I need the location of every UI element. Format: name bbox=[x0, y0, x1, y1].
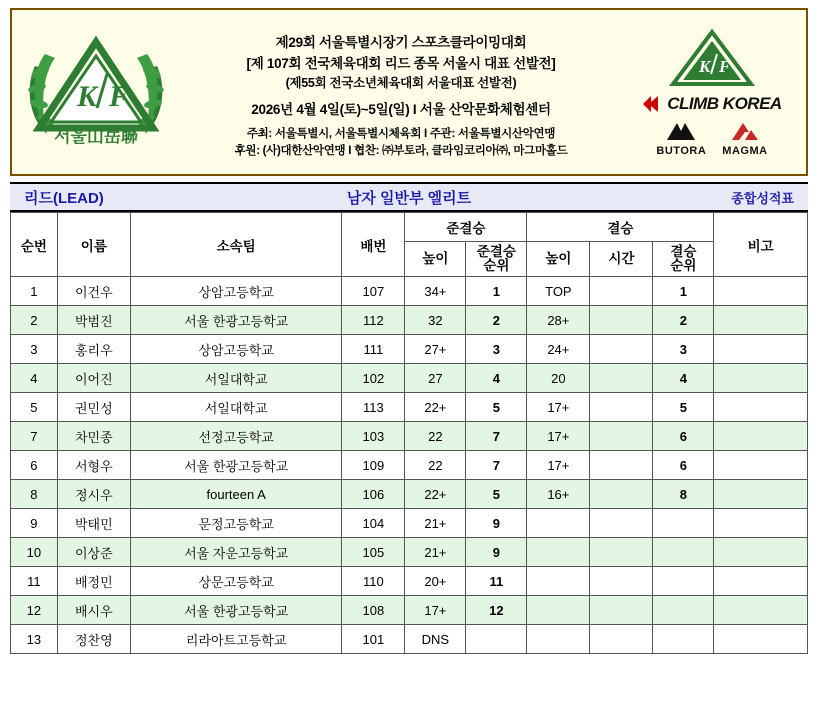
cell-final-height bbox=[527, 625, 590, 654]
cell-semifinal-height: 27 bbox=[405, 364, 466, 393]
cell-bib: 101 bbox=[342, 625, 405, 654]
cell-final-rank bbox=[653, 567, 714, 596]
event-title-line-1: 제29회 서울특별시장기 스포츠클라이밍대회 bbox=[275, 34, 527, 50]
header-no: 순번 bbox=[11, 213, 58, 277]
cell-final-height: 16+ bbox=[527, 480, 590, 509]
cell-bib: 111 bbox=[342, 335, 405, 364]
cell-semifinal-rank: 11 bbox=[466, 567, 527, 596]
butora-label: BUTORA bbox=[656, 144, 707, 157]
cell-semifinal-rank: 2 bbox=[466, 306, 527, 335]
cell-no: 8 bbox=[11, 480, 58, 509]
cell-bib: 110 bbox=[342, 567, 405, 596]
cell-final-height: 20 bbox=[527, 364, 590, 393]
magma-mark-icon bbox=[728, 120, 762, 144]
cell-no: 13 bbox=[11, 625, 58, 654]
cell-name: 홍리우 bbox=[57, 335, 130, 364]
cell-semifinal-rank: 5 bbox=[466, 480, 527, 509]
event-banner bbox=[10, 8, 808, 176]
table-body bbox=[11, 277, 808, 654]
cell-final-rank: 2 bbox=[653, 306, 714, 335]
cell-semifinal-rank: 9 bbox=[466, 538, 527, 567]
cell-semifinal-rank bbox=[466, 625, 527, 654]
butora-logo bbox=[656, 120, 706, 157]
cell-no: 12 bbox=[11, 596, 58, 625]
cell-semifinal-height: 22 bbox=[405, 451, 466, 480]
cell-final-rank bbox=[653, 538, 714, 567]
svg-text:K: K bbox=[77, 80, 98, 113]
cell-semifinal-rank: 3 bbox=[466, 335, 527, 364]
cell-final-rank: 4 bbox=[653, 364, 714, 393]
cell-no: 3 bbox=[11, 335, 58, 364]
cell-semifinal-height: 21+ bbox=[405, 538, 466, 567]
magma-label: MAGMA bbox=[722, 144, 768, 157]
cell-note bbox=[714, 625, 808, 654]
header-name: 이름 bbox=[57, 213, 130, 277]
cell-semifinal-rank: 9 bbox=[466, 509, 527, 538]
federation-logo-icon bbox=[669, 28, 755, 90]
cell-bib: 112 bbox=[342, 306, 405, 335]
cell-note bbox=[714, 364, 808, 393]
category-label: 남자 일반부 엘리트 bbox=[346, 189, 472, 207]
discipline-label: 리드(LEAD) bbox=[24, 189, 104, 207]
cell-final-height: 17+ bbox=[527, 393, 590, 422]
cell-team: 서울 한광고등학교 bbox=[130, 306, 341, 335]
cell-final-height: 24+ bbox=[527, 335, 590, 364]
cell-semifinal-rank: 12 bbox=[466, 596, 527, 625]
cell-name: 권민성 bbox=[57, 393, 130, 422]
climb-korea-logo bbox=[642, 94, 781, 114]
climb-korea-mark-icon bbox=[642, 94, 662, 114]
table-row bbox=[11, 567, 808, 596]
cell-semifinal-height: 22 bbox=[405, 422, 466, 451]
table-row bbox=[11, 451, 808, 480]
table-row bbox=[11, 335, 808, 364]
table-row bbox=[11, 422, 808, 451]
cell-bib: 106 bbox=[342, 480, 405, 509]
cell-final-time bbox=[590, 277, 653, 306]
cell-final-height bbox=[527, 567, 590, 596]
svg-text:K: K bbox=[699, 56, 711, 76]
cell-no: 4 bbox=[11, 364, 58, 393]
svg-text:F: F bbox=[109, 80, 130, 113]
cell-final-rank: 8 bbox=[653, 480, 714, 509]
cell-team: 서일대학교 bbox=[130, 364, 341, 393]
cell-bib: 108 bbox=[342, 596, 405, 625]
event-sponsor-line: 후원: (사)대한산악연맹 I 협찬: ㈜부토라, 클라임코리아㈜, 마그마홀드 bbox=[234, 144, 568, 157]
cell-semifinal-height: 34+ bbox=[405, 277, 466, 306]
cell-team: 문정고등학교 bbox=[130, 509, 341, 538]
cell-no: 6 bbox=[11, 451, 58, 480]
banner-text-block bbox=[180, 10, 622, 174]
cell-semifinal-height: 21+ bbox=[405, 509, 466, 538]
cell-note bbox=[714, 509, 808, 538]
cell-semifinal-height: 27+ bbox=[405, 335, 466, 364]
cell-bib: 109 bbox=[342, 451, 405, 480]
cell-name: 이상준 bbox=[57, 538, 130, 567]
event-date-venue: 2026년 4월 4일(토)~5일(일) I 서울 산악문화체험센터 bbox=[251, 101, 551, 117]
cell-final-rank: 1 bbox=[653, 277, 714, 306]
cell-final-time bbox=[590, 393, 653, 422]
cell-bib: 102 bbox=[342, 364, 405, 393]
header-final-height: 높이 bbox=[527, 242, 590, 277]
cell-final-rank: 5 bbox=[653, 393, 714, 422]
cell-final-rank bbox=[653, 509, 714, 538]
cell-semifinal-rank: 4 bbox=[466, 364, 527, 393]
cell-semifinal-height: 22+ bbox=[405, 393, 466, 422]
cell-no: 11 bbox=[11, 567, 58, 596]
cell-name: 이어진 bbox=[57, 364, 130, 393]
cell-final-height bbox=[527, 596, 590, 625]
cell-semifinal-height: DNS bbox=[405, 625, 466, 654]
table-row bbox=[11, 393, 808, 422]
table-row bbox=[11, 625, 808, 654]
svg-text:서울山岳聯: 서울山岳聯 bbox=[54, 127, 138, 146]
cell-note bbox=[714, 306, 808, 335]
cell-name: 배시우 bbox=[57, 596, 130, 625]
cell-note bbox=[714, 451, 808, 480]
table-header bbox=[11, 213, 808, 277]
cell-bib: 105 bbox=[342, 538, 405, 567]
header-note: 비고 bbox=[714, 213, 808, 277]
cell-final-time bbox=[590, 480, 653, 509]
cell-final-time bbox=[590, 509, 653, 538]
cell-final-height: 28+ bbox=[527, 306, 590, 335]
cell-final-rank: 6 bbox=[653, 451, 714, 480]
cell-final-height bbox=[527, 538, 590, 567]
cell-note bbox=[714, 596, 808, 625]
butora-mark-icon bbox=[664, 120, 698, 144]
cell-note bbox=[714, 277, 808, 306]
table-row bbox=[11, 509, 808, 538]
cell-bib: 103 bbox=[342, 422, 405, 451]
cell-team: 서울 한광고등학교 bbox=[130, 596, 341, 625]
cell-name: 박범진 bbox=[57, 306, 130, 335]
cell-note bbox=[714, 480, 808, 509]
cell-name: 정찬영 bbox=[57, 625, 130, 654]
cell-final-height: 17+ bbox=[527, 422, 590, 451]
cell-final-time bbox=[590, 364, 653, 393]
cell-semifinal-height: 17+ bbox=[405, 596, 466, 625]
cell-final-height bbox=[527, 509, 590, 538]
cell-no: 1 bbox=[11, 277, 58, 306]
svg-text:F: F bbox=[719, 56, 731, 76]
cell-no: 9 bbox=[11, 509, 58, 538]
event-host-line: 주최: 서울특별시, 서울특별시체육회 I 주관: 서울특별시산악연맹 bbox=[246, 127, 556, 140]
seoul-alpine-federation-emblem-icon bbox=[21, 26, 171, 158]
cell-semifinal-height: 32 bbox=[405, 306, 466, 335]
event-title-line-2: [제 107회 전국체육대회 리드 종목 서울시 대표 선발전] bbox=[246, 55, 556, 71]
header-semifinal-group: 준결승 bbox=[405, 213, 527, 242]
cell-final-rank: 6 bbox=[653, 422, 714, 451]
cell-team: 선정고등학교 bbox=[130, 422, 341, 451]
cell-semifinal-rank: 7 bbox=[466, 422, 527, 451]
cell-semifinal-rank: 1 bbox=[466, 277, 527, 306]
event-title-line-3: (제55회 전국소년체육대회 서울대표 선발전) bbox=[285, 75, 517, 90]
cell-name: 배정민 bbox=[57, 567, 130, 596]
cell-name: 이건우 bbox=[57, 277, 130, 306]
cell-team: 서일대학교 bbox=[130, 393, 341, 422]
cell-team: fourteen A bbox=[130, 480, 341, 509]
header-final-rank: 결승 순위 bbox=[653, 242, 714, 277]
cell-semifinal-rank: 5 bbox=[466, 393, 527, 422]
cell-note bbox=[714, 393, 808, 422]
cell-team: 서울 자운고등학교 bbox=[130, 538, 341, 567]
cell-name: 차민종 bbox=[57, 422, 130, 451]
table-row bbox=[11, 364, 808, 393]
cell-final-rank bbox=[653, 625, 714, 654]
cell-team: 상문고등학교 bbox=[130, 567, 341, 596]
cell-final-time bbox=[590, 625, 653, 654]
cell-final-time bbox=[590, 422, 653, 451]
header-team: 소속팀 bbox=[130, 213, 341, 277]
cell-final-time bbox=[590, 538, 653, 567]
cell-team: 상암고등학교 bbox=[130, 335, 341, 364]
header-final-group: 결승 bbox=[527, 213, 714, 242]
cell-final-time bbox=[590, 306, 653, 335]
cell-note bbox=[714, 335, 808, 364]
cell-team: 리라아트고등학교 bbox=[130, 625, 341, 654]
table-row bbox=[11, 480, 808, 509]
banner-left bbox=[12, 10, 180, 174]
cell-semifinal-height: 20+ bbox=[405, 567, 466, 596]
section-title-bar bbox=[10, 182, 808, 212]
cell-bib: 104 bbox=[342, 509, 405, 538]
sponsor-logos bbox=[656, 120, 767, 157]
table-row bbox=[11, 538, 808, 567]
cell-name: 정시우 bbox=[57, 480, 130, 509]
header-semifinal-rank: 준결승 순위 bbox=[466, 242, 527, 277]
table-row bbox=[11, 596, 808, 625]
banner-logos bbox=[622, 10, 806, 174]
cell-semifinal-height: 22+ bbox=[405, 480, 466, 509]
cell-final-height: TOP bbox=[527, 277, 590, 306]
magma-logo bbox=[722, 120, 767, 157]
header-final-time: 시간 bbox=[590, 242, 653, 277]
cell-no: 2 bbox=[11, 306, 58, 335]
table-header-row-1 bbox=[11, 213, 808, 242]
cell-bib: 107 bbox=[342, 277, 405, 306]
cell-no: 5 bbox=[11, 393, 58, 422]
sheet-type-label: 종합성적표 bbox=[731, 190, 794, 206]
cell-final-time bbox=[590, 335, 653, 364]
cell-name: 서형우 bbox=[57, 451, 130, 480]
cell-name: 박태민 bbox=[57, 509, 130, 538]
cell-team: 서울 한광고등학교 bbox=[130, 451, 341, 480]
cell-team: 상암고등학교 bbox=[130, 277, 341, 306]
header-bib: 배번 bbox=[342, 213, 405, 277]
results-table bbox=[10, 212, 808, 654]
cell-final-time bbox=[590, 451, 653, 480]
cell-note bbox=[714, 567, 808, 596]
cell-final-rank: 3 bbox=[653, 335, 714, 364]
cell-no: 7 bbox=[11, 422, 58, 451]
cell-note bbox=[714, 538, 808, 567]
cell-final-time bbox=[590, 596, 653, 625]
cell-semifinal-rank: 7 bbox=[466, 451, 527, 480]
cell-note bbox=[714, 422, 808, 451]
table-row bbox=[11, 306, 808, 335]
cell-final-time bbox=[590, 567, 653, 596]
cell-no: 10 bbox=[11, 538, 58, 567]
climb-korea-label: CLIMB KOREA bbox=[667, 93, 782, 113]
header-semifinal-height: 높이 bbox=[405, 242, 466, 277]
cell-final-rank bbox=[653, 596, 714, 625]
cell-final-height: 17+ bbox=[527, 451, 590, 480]
table-row bbox=[11, 277, 808, 306]
cell-bib: 113 bbox=[342, 393, 405, 422]
